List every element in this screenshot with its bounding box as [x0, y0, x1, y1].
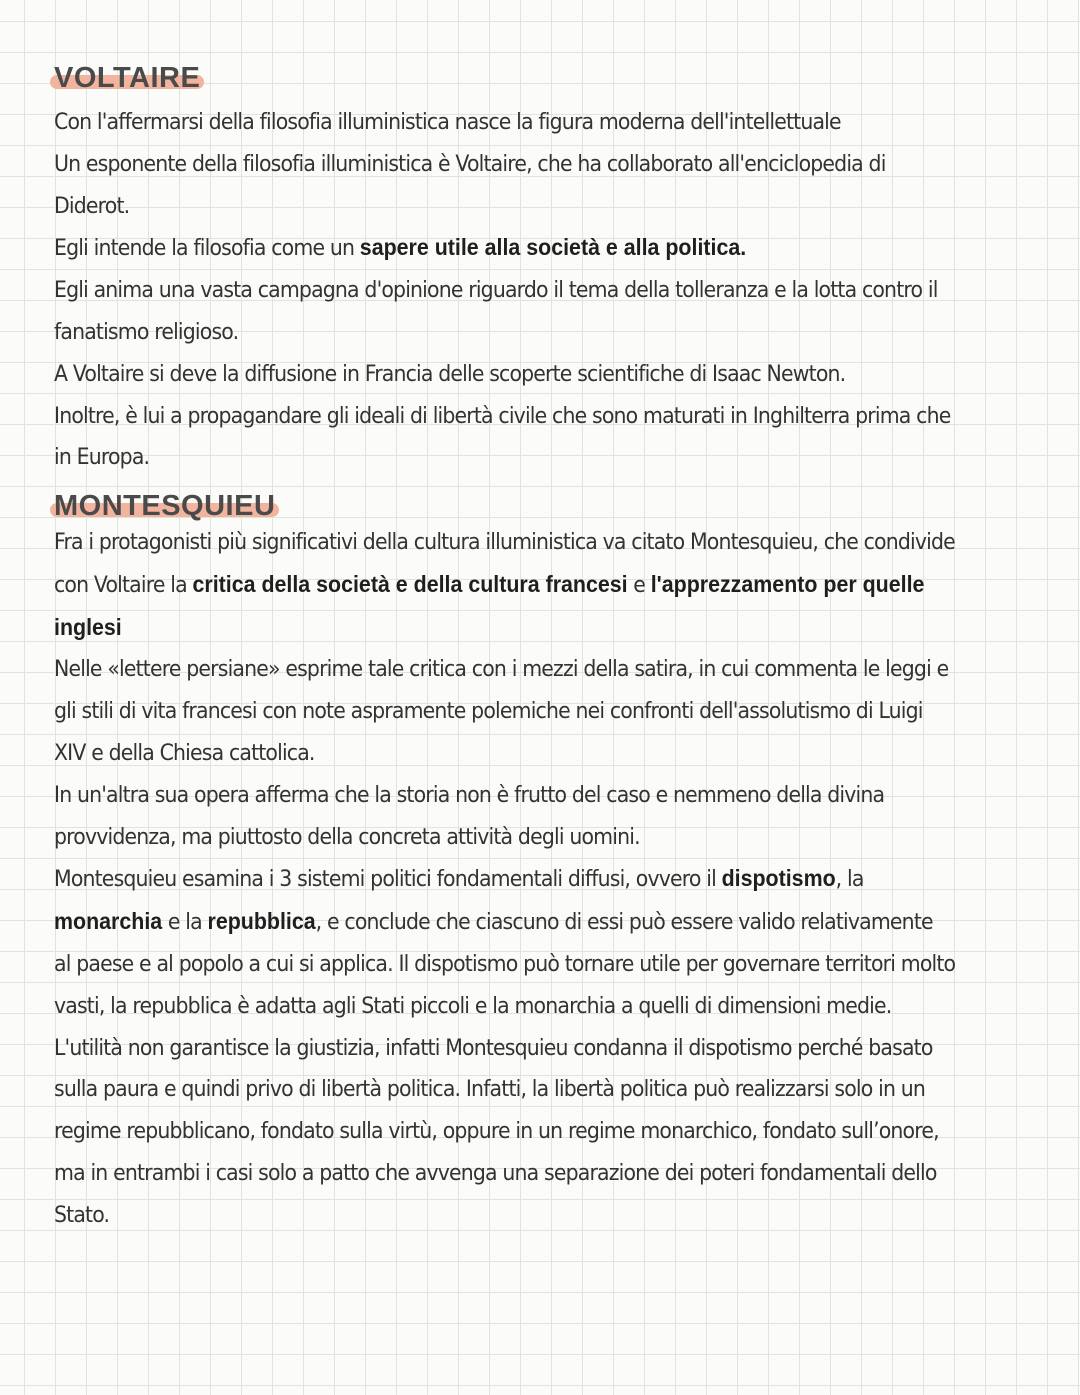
- bold-text: critica della società e della cultura francesi: [192, 570, 628, 597]
- text-line: [54, 564, 984, 607]
- text-line: [54, 607, 984, 650]
- text-span: Un esponente della filosofia illuministica è Voltaire, che ha collaborato all'enciclopedia di: [54, 151, 886, 177]
- text-span: fanatismo religioso.: [54, 319, 239, 345]
- text-line: [54, 522, 984, 564]
- text-line: [54, 775, 984, 817]
- text-span: XIV e della Chiesa cattolica.: [54, 740, 315, 766]
- text-line: [54, 817, 984, 859]
- text-line: [54, 986, 984, 1028]
- text-span: al paese e al popolo a cui si applica. Il dispotismo può tornare utile per governare territori molto: [54, 951, 956, 977]
- section-montesquieu: [54, 490, 984, 1237]
- heading-voltaire: VOLTAIRE: [54, 62, 201, 94]
- bold-text: repubblica: [207, 908, 316, 935]
- text-span: Diderot.: [54, 193, 130, 219]
- montesquieu-body: [54, 522, 984, 1237]
- text-span: Egli intende la filosofia come un: [54, 236, 360, 262]
- text-span: , la: [835, 867, 864, 893]
- bold-text: inglesi: [54, 613, 122, 640]
- text-span: regime repubblicano, fondato sulla virtù, oppure in un regime monarchico, fondato sull’onore,: [54, 1119, 939, 1145]
- text-span: Montesquieu esamina i 3 sistemi politici fondamentali diffusi, ovvero il: [54, 867, 722, 893]
- text-span: Stato.: [54, 1202, 110, 1228]
- bold-text: monarchia: [54, 908, 163, 935]
- text-span: e la: [162, 910, 208, 936]
- text-span: Con l'affermarsi della filosofia illuministica nasce la figura moderna dell'intellettuale: [54, 110, 841, 135]
- text-line: [54, 1069, 984, 1111]
- text-span: Egli anima una vasta campagna d'opinione riguardo il tema della tolleranza e la lotta contro il: [54, 278, 938, 304]
- text-line: [54, 944, 984, 986]
- text-span: Fra i protagonisti più significativi della cultura illuministica va citato Montesquieu, che condivide: [54, 530, 955, 555]
- text-line: [54, 396, 984, 438]
- text-span: , e conclude che ciascuno di essi può essere valido relativamente: [315, 910, 933, 936]
- text-span: e: [627, 572, 651, 598]
- text-line: [54, 1028, 984, 1070]
- text-line: [54, 227, 984, 270]
- text-line: [54, 1195, 984, 1237]
- text-line: [54, 312, 984, 354]
- text-line: [54, 186, 984, 228]
- text-span: sulla paura e quindi privo di libertà politica. Infatti, la libertà politica può realizzarsi solo in un: [54, 1077, 926, 1103]
- text-span: In un'altra sua opera afferma che la storia non è frutto del caso e nemmeno della divina: [54, 782, 885, 808]
- bold-text: dispotismo: [721, 865, 836, 892]
- text-line: [54, 901, 984, 944]
- text-line: [54, 858, 984, 901]
- text-span: con Voltaire la: [54, 572, 193, 598]
- text-span: vasti, la repubblica è adatta agli Stati piccoli e la monarchia a quelli di dimensioni medie.: [54, 993, 892, 1019]
- text-line: [54, 649, 984, 691]
- text-span: L'utilità non garantisce la giustizia, infatti Montesquieu condanna il dispotismo perché basato: [54, 1035, 933, 1061]
- text-line: [54, 733, 984, 775]
- text-span: Nelle «lettere persiane» esprime tale critica con i mezzi della satira, in cui commenta le leggi e: [54, 657, 949, 683]
- heading-montesquieu: MONTESQUIEU: [54, 490, 276, 522]
- text-line: [54, 691, 984, 733]
- text-line: [54, 270, 984, 312]
- text-line: [54, 437, 984, 479]
- text-line: [54, 1153, 984, 1195]
- section-voltaire: [54, 62, 984, 479]
- text-span: ma in entrambi i casi solo a patto che avvenga una separazione dei poteri fondamentali dello: [54, 1160, 937, 1186]
- voltaire-body: [54, 102, 984, 479]
- text-line: [54, 354, 984, 396]
- text-span: Inoltre, è lui a propagandare gli ideali di libertà civile che sono maturati in Inghilterra prima che: [54, 403, 951, 429]
- text-span: gli stili di vita francesi con note aspramente polemiche nei confronti dell'assolutismo di Luigi: [54, 699, 923, 725]
- bold-text: sapere utile alla società e alla politica.: [359, 234, 747, 261]
- text-span: in Europa.: [54, 445, 150, 471]
- text-line: [54, 102, 984, 144]
- text-line: [54, 1111, 984, 1153]
- text-line: [54, 144, 984, 186]
- bold-text: l'apprezzamento per quelle: [650, 570, 925, 597]
- text-span: provvidenza, ma piuttosto della concreta attività degli uomini.: [54, 824, 640, 850]
- text-span: A Voltaire si deve la diffusione in Francia delle scoperte scientifiche di Isaac Newton.: [54, 361, 846, 387]
